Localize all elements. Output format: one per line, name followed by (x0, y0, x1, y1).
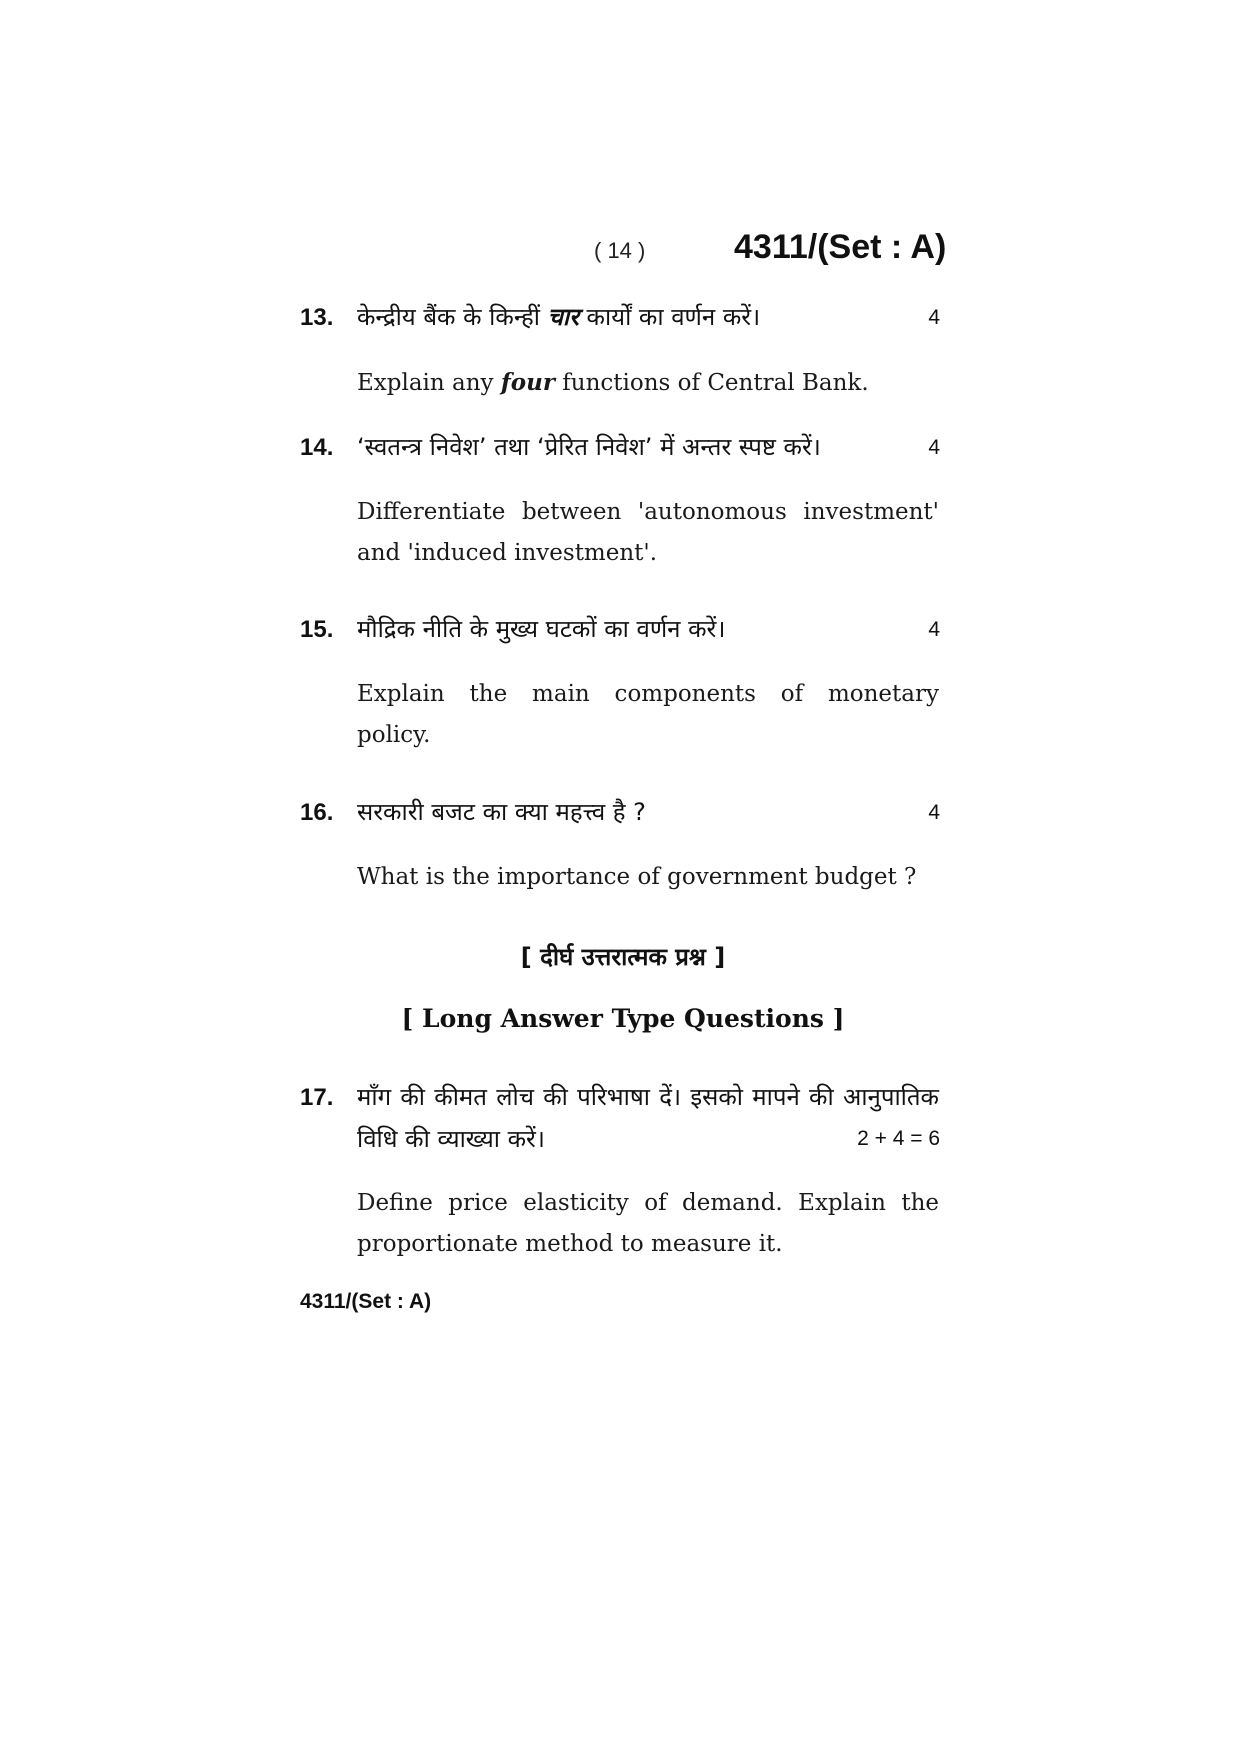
question-16-hindi: सरकारी बजट का क्या महत्त्व है ? (357, 798, 646, 826)
question-13-hindi-post: कार्यों का वर्णन करें। (578, 303, 761, 331)
question-13-number: 13. (300, 304, 334, 331)
question-15-english-line-1: Explain the main components of monetary (357, 681, 939, 707)
question-14-number: 14. (300, 434, 334, 461)
question-13-english-post: functions of Central Bank. (554, 370, 869, 396)
question-15-english-line-2: policy. (357, 722, 431, 748)
question-15-number: 15. (300, 616, 334, 643)
question-17-english-line-1: Define price elasticity of demand. Explain the (357, 1190, 939, 1216)
question-16-marks: 4 (928, 801, 940, 824)
page-number: ( 14 ) (594, 238, 646, 263)
question-13-english-emphasis: four (500, 369, 555, 396)
paper-code-footer: 4311/(Set : A) (300, 1290, 432, 1313)
question-13-hindi (357, 300, 760, 333)
question-15-marks: 4 (928, 618, 940, 641)
question-17-number: 17. (300, 1084, 334, 1111)
question-16-number: 16. (300, 799, 334, 826)
question-17-hindi-line-2: विधि की व्याख्या करें। (357, 1125, 545, 1153)
question-13-hindi-pre: केन्द्रीय बैंक के किन्हीं (357, 303, 548, 331)
question-13-marks: 4 (928, 306, 940, 329)
question-14-marks: 4 (928, 436, 940, 459)
section-heading-english: [ Long Answer Type Questions ] (401, 1004, 845, 1033)
section-heading-hindi: [ दीर्घ उत्तरात्मक प्रश्न ] (520, 943, 726, 971)
question-14-hindi: ‘स्वतन्त्र निवेश’ तथा ‘प्रेरित निवेश’ में अन्तर स्पष्ट करें। (357, 433, 821, 461)
question-17-hindi-line-1: माँग की कीमत लोच की परिभाषा दें। इसको मापने की आनुपातिक (357, 1083, 939, 1111)
question-17-marks: 2 + 4 = 6 (857, 1127, 940, 1150)
question-16-english: What is the importance of government budget ? (357, 864, 917, 890)
paper-code-header: 4311/(Set : A) (734, 228, 947, 266)
question-15-hindi: मौद्रिक नीति के मुख्य घटकों का वर्णन करें। (357, 615, 726, 643)
question-17-english-line-2: proportionate method to measure it. (357, 1231, 783, 1257)
question-13-english-pre: Explain any (357, 370, 501, 396)
question-14-english-line-2: and 'induced investment'. (357, 540, 658, 566)
question-13-english (357, 362, 939, 404)
question-13-hindi-emphasis: चार (547, 303, 579, 331)
question-14-english-line-1: Differentiate between 'autonomous investment' (357, 499, 939, 525)
